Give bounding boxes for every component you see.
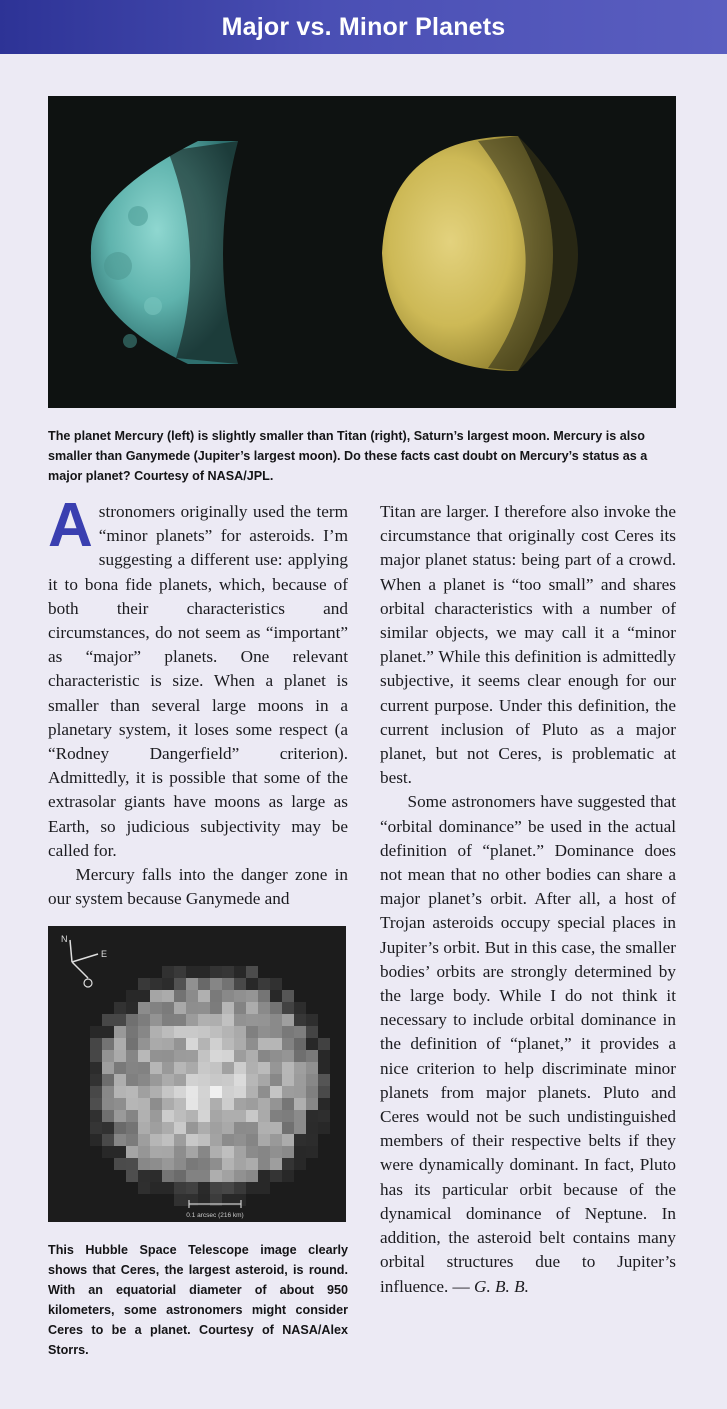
paragraph-text: Some astronomers have suggested that “orbital dominance” be used in the actual definition of “planet.” Dominance does not mean that no other bodies can share a major planet’s orbit. After all, a host of Trojan asteroids occupy special places in Jupiter’s orbit. But in this case, the smaller bodies’ orbits are strongly determined by the large body. While I do not think it necessary to include orbital dominance in the definition of “planet,” it provides a nice criterion to help discriminate minor planets from major planets. Pluto and Ceres would not be such undistinguished members of their respective belts if they were dynamically dominant. In fact, Pluto has its particular orbit because of the dynamical dominance of Neptune. In addition, the asteroid belt contains many orbital structures due to Jupiter’s influence. [380,792,676,1296]
top-photo-caption: The planet Mercury (left) is slightly smaller than Titan (right), Saturn’s largest moon. Mercury is also smaller than Ganymede (Jupiter’s largest moon). Do these facts cast doubt on Mercury’s status as a major planet? Courtesy of NASA/JPL. [48,429,648,483]
mercury-titan-photo [48,96,676,408]
ceres-hubble-photo [48,926,346,1222]
page-title: Major vs. Minor Planets [221,12,506,41]
article-paragraph: Mercury falls into the danger zone in our system because Ganymede and [48,865,348,909]
mercury-planet [88,135,388,371]
article-paragraph [380,790,676,1298]
article-paragraph [48,491,348,863]
paragraph-text: stronomers originally used the term “minor planets” for asteroids. I’m suggesting a different use: applying it to bona fide planets, which, because of both their characteristics and circumstances, do not seem as “important” as “major” planets. One relevant characteristic is size. When a planet is smaller than several large moons in a planetary system, it loses some respect (a “Rodney Dangerfield” criterion). Admittedly, it is possible that some of the extrasolar giants have moons as large as Earth, so judicious subjectivity may be called for. [48,502,348,860]
ceres-asteroid [90,966,330,1206]
mercury-titan-image [48,96,676,408]
compass-east-label: E [101,949,108,959]
title-banner [0,0,727,54]
drop-cap: A [48,491,93,560]
compass-north-label: N [61,934,68,944]
bottom-photo-caption: This Hubble Space Telescope image clearly shows that Ceres, the largest asteroid, is round. With an equatorial diameter of about 950 kilometers, some astronomers might consider Ceres to be a planet. Courtesy of NASA/Alex Storrs. [48,1243,348,1357]
article-paragraph: Titan are larger. I therefore also invoke the circumstance that originally cost Ceres its major planet status: being part of a crowd. When a planet is “too small” and shares orbital characteristics with a number of similar objects, we may call it a “minor planet.” While this definition is admittedly subjective, it seems clear enough for our current purpose. Under this definition, the current inclusion of Pluto as a major planet, but not Ceres, is problematic at best. [380,502,676,788]
author-signature: G. B. B. [474,1276,529,1296]
ceres-image [48,926,346,1222]
em-dash: — [448,1276,475,1296]
article-column-right [380,500,676,1299]
article-column-left [48,491,348,911]
scale-bar-label: 0.1 arcsec (216 km) [186,1212,244,1219]
